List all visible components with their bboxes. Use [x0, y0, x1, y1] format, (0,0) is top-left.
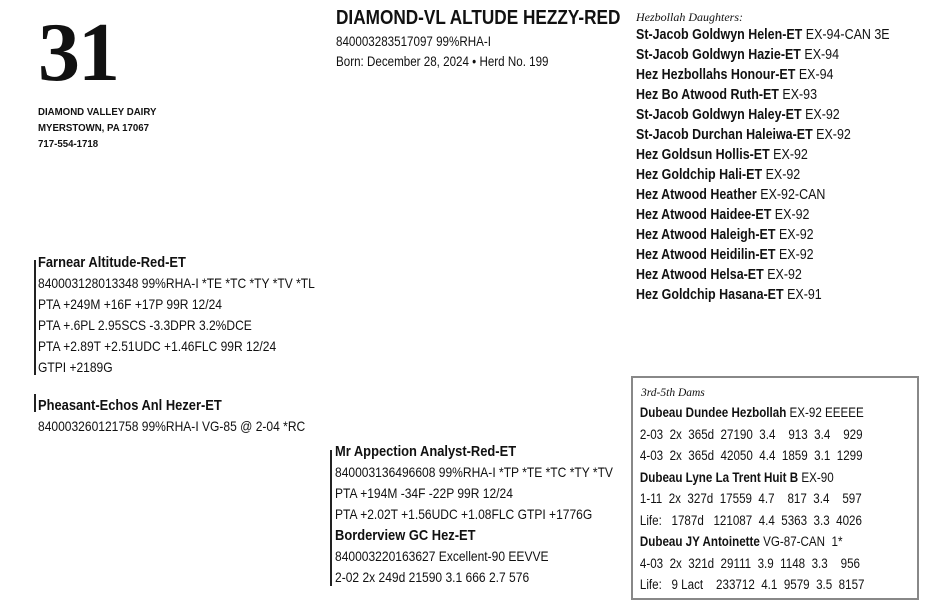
daughters-list — [636, 10, 930, 305]
daughters-heading: Hezbollah Daughters: — [636, 10, 743, 24]
dam-line: 840003260121758 99%RHA-I VG-85 @ 2-04 *RC — [38, 418, 306, 434]
dam-name: Pheasant-Echos Anl Hezer-ET — [38, 397, 222, 414]
consignor-phone: 717-554-1718 — [38, 138, 99, 150]
sire-name: Farnear Altitude-Red-ET — [38, 254, 186, 271]
daughter-item — [636, 65, 890, 85]
daughter-item — [636, 185, 890, 205]
daughter-item — [636, 225, 890, 245]
box-dam-name: Dubeau Dundee Hezbollah — [639, 405, 787, 420]
consignor-location: MYERSTOWN, PA 17067 — [38, 122, 149, 134]
daughter-score: EX-92 — [774, 207, 810, 223]
sire-line: GTPI +2189G — [38, 359, 113, 375]
animal-name: DIAMOND-VL ALTUDE HEZZY-RED — [336, 7, 621, 29]
daughter-name: St-Jacob Goldwyn Hazie-ET — [636, 47, 801, 63]
daughter-score: EX-93 — [782, 87, 818, 103]
box-dam-record: 1-11 2x 327d 17559 4.7 817 3.4 597 — [639, 491, 862, 506]
box-dam-name: Dubeau JY Antoinette — [639, 534, 760, 549]
daughter-score: EX-92 — [816, 127, 851, 143]
daughter-item — [636, 105, 890, 125]
mgs-name: Mr Appection Analyst-Red-ET — [335, 443, 517, 460]
daughter-name: Hez Atwood Heather — [636, 187, 757, 203]
daughter-item — [636, 245, 890, 265]
sire-block — [38, 252, 315, 378]
consignor-block — [38, 104, 156, 152]
box-dam-entry — [640, 531, 877, 553]
dams-box-heading: 3rd-5th Dams — [641, 387, 705, 399]
mgs-line: PTA +194M -34F -22P 99R 12/24 — [335, 485, 513, 501]
mgs-line: 840003136496608 99%RHA-I *TP *TE *TC *TY *TV — [335, 464, 613, 480]
box-dam-score: EX-90 — [801, 469, 834, 485]
daughter-name: Hez Hezbollahs Honour-ET — [636, 67, 796, 83]
daughter-score: EX-92 — [805, 107, 840, 123]
box-dam-record: 4-03 2x 365d 42050 4.4 1859 3.1 1299 — [639, 448, 863, 463]
sire-line: PTA +249M +16F +17P 99R 12/24 — [38, 296, 222, 312]
dam-block — [38, 395, 305, 437]
daughter-name: St-Jacob Goldwyn Haley-ET — [636, 107, 802, 123]
daughter-score: EX-92 — [773, 147, 808, 163]
daughter-score: EX-94-CAN 3E — [805, 27, 890, 43]
box-dam-entry — [640, 402, 877, 424]
mgs-line: PTA +2.02T +1.56UDC +1.08FLC GTPI +1776G — [335, 506, 593, 522]
box-dam-record: Life: 1787d 121087 4.4 5363 3.3 4026 — [639, 512, 862, 528]
daughter-score: EX-92 — [767, 267, 802, 283]
daughter-score: EX-92-CAN — [760, 187, 826, 203]
daughter-item — [636, 45, 890, 65]
animal-born: Born: December 28, 2024 • Herd No. 199 — [336, 54, 549, 69]
daughter-score: EX-92 — [765, 167, 801, 183]
sire-bracket — [34, 260, 36, 375]
mgs-bracket — [330, 450, 332, 586]
dams-box — [631, 376, 919, 600]
daughter-item — [636, 165, 890, 185]
daughter-name: St-Jacob Durchan Haleiwa-ET — [636, 127, 813, 143]
daughter-item — [636, 205, 890, 225]
box-dam-record: 4-03 2x 321d 29111 3.9 1148 3.3 956 — [639, 555, 860, 571]
dam-bracket — [34, 394, 36, 412]
daughter-score: EX-94 — [804, 47, 840, 63]
animal-id: 840003283517097 99%RHA-I — [336, 34, 491, 49]
daughter-name: Hez Goldchip Hali-ET — [636, 167, 763, 183]
daughter-name: Hez Bo Atwood Ruth-ET — [636, 87, 779, 103]
box-dam-record: Life: 9 Lact 233712 4.1 9579 3.5 8157 — [639, 577, 865, 592]
daughter-item — [636, 145, 890, 165]
daughter-score: EX-92 — [778, 227, 814, 243]
daughter-score: EX-92 — [778, 247, 814, 263]
box-dam-score: VG-87-CAN 1* — [763, 534, 843, 549]
daughter-item — [636, 265, 890, 285]
daughter-item — [636, 25, 890, 45]
grand-dam-name: Borderview GC Hez-ET — [335, 527, 476, 544]
daughter-item — [636, 125, 890, 145]
grand-dam-line: 840003220163627 Excellent-90 EEVVE — [335, 548, 549, 564]
daughter-score: EX-94 — [798, 67, 834, 83]
consignor-name: DIAMOND VALLEY DAIRY — [38, 106, 157, 118]
box-dam-score: EX-92 EEEEE — [789, 405, 864, 420]
box-dam-record: 2-03 2x 365d 27190 3.4 913 3.4 929 — [639, 426, 863, 442]
sire-line: 840003128013348 99%RHA-I *TE *TC *TY *TV *TL — [38, 275, 315, 291]
daughter-score: EX-91 — [787, 287, 822, 303]
daughter-item — [636, 85, 890, 105]
daughter-name: St-Jacob Goldwyn Helen-ET — [636, 27, 803, 43]
box-dam-entry — [640, 467, 877, 489]
daughter-name: Hez Atwood Haleigh-ET — [636, 227, 776, 243]
daughter-name: Hez Goldsun Hollis-ET — [636, 147, 770, 163]
daughter-name: Hez Goldchip Hasana-ET — [636, 287, 784, 303]
daughter-name: Hez Atwood Heidilin-ET — [636, 247, 776, 263]
box-dam-name: Dubeau Lyne La Trent Huit B — [639, 469, 799, 485]
daughter-item — [636, 285, 890, 305]
sire-line: PTA +.6PL 2.95SCS -3.3DPR 3.2%DCE — [38, 317, 252, 333]
grand-dam-record: 2-02 2x 249d 21590 3.1 666 2.7 576 — [335, 569, 530, 585]
daughter-name: Hez Atwood Haidee-ET — [636, 207, 772, 223]
lot-number: 31 — [38, 6, 118, 99]
daughter-name: Hez Atwood Helsa-ET — [636, 267, 764, 283]
sire-line: PTA +2.89T +2.51UDC +1.46FLC 99R 12/24 — [38, 338, 277, 354]
maternal-grandsire-block — [335, 441, 613, 588]
